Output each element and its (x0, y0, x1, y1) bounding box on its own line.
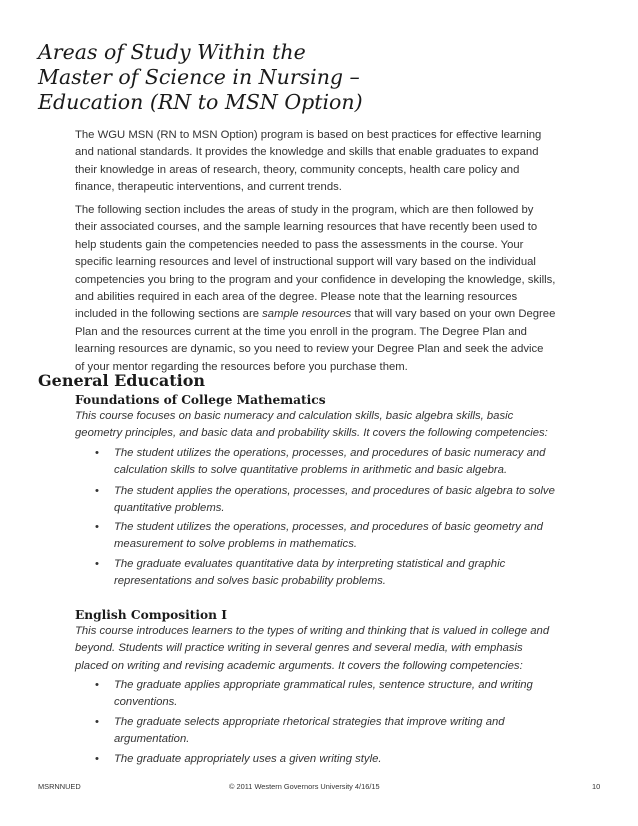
competency-line: The graduate appropriately uses a given writing style. (114, 753, 382, 765)
course-title: English Composition I (75, 608, 227, 622)
competency-line: The graduate selects appropriate rhetorical strategies that improve writing and (114, 716, 505, 728)
paragraph-line: finance, therapeutic interventions, and current trends. (75, 181, 342, 194)
paragraph-line: their knowledge in areas of research, theory, community concepts, health care policy and (75, 163, 520, 176)
paragraph-line: of your mentor regarding the resources before you purchase them. (75, 360, 408, 373)
paragraph-text: included in the following sections are (75, 308, 263, 321)
paragraph-line: competencies you bring to the program and your confidence in developing the knowledge, skills, (75, 273, 556, 286)
paragraph-text: that will vary based on your own Degree (351, 308, 556, 321)
competency-line: The graduate applies appropriate grammatical rules, sentence structure, and writing (114, 679, 533, 691)
competency-line: calculation skills to solve quantitative problems in arithmetic and basic algebra. (114, 464, 508, 477)
paragraph-line: and abilities required in each area of the degree. Please note that the learning resources (75, 291, 518, 304)
footer-page-number: 10 (592, 782, 601, 791)
competency-line: representations and solves basic probability problems. (114, 575, 386, 588)
description-line: geometry principles, and basic data and probability skills. It covers the following competencies: (75, 427, 548, 440)
paragraph-line: The following section includes the areas of study in the program, which are then followed by (75, 204, 534, 216)
competency-line: quantitative problems. (114, 502, 225, 515)
competency-line: measurement to solve problems in mathematics. (114, 538, 357, 551)
course-description (75, 408, 575, 443)
section-heading: General Education (38, 371, 205, 390)
title-line: Education (RN to MSN Option) (38, 90, 363, 114)
competency-line: The student utilizes the operations, processes, and procedures of basic geometry and (114, 521, 543, 533)
competency-line: conventions. (114, 696, 178, 709)
bullet-icon: • (95, 521, 99, 533)
paragraph-line: Plan and the resources current at the time you enroll in the program. The Degree Plan and (75, 325, 527, 338)
competency-line: The graduate evaluates quantitative data by interpreting statistical and graphic (114, 558, 506, 570)
intro-paragraph-2 (75, 202, 575, 376)
description-line: beyond. Students will practice writing in several genres and several media, with emphasis (75, 642, 523, 655)
intro-paragraph-1 (75, 127, 575, 197)
paragraph-line: The WGU MSN (RN to MSN Option) program is based on best practices for effective learning (75, 129, 542, 141)
footer-doc-code: MSRNNUED (38, 782, 81, 791)
course-description (75, 623, 575, 675)
paragraph-line: their associated courses, and the sample learning resources that have recently been used to (75, 221, 538, 234)
title-line: Master of Science in Nursing – (38, 65, 360, 89)
competency-line: The student utilizes the operations, processes, and procedures of basic numeracy and (114, 447, 546, 459)
bullet-icon: • (95, 558, 99, 570)
paragraph-line: specific learning resources and level of instructional support will vary based on the individual (75, 256, 536, 269)
paragraph-line: learning resources are dynamic, so you need to review your Degree Plan and seek the advice (75, 343, 544, 356)
description-line: placed on writing and revising academic arguments. It covers the following competencies: (75, 659, 523, 672)
description-line: This course introduces learners to the types of writing and thinking that is valued in college and (75, 625, 550, 637)
bullet-icon: • (95, 716, 99, 728)
competency-line: The student applies the operations, processes, and procedures of basic algebra to solve (114, 485, 555, 497)
paragraph-line: help students gain the competencies needed to pass the assessments in the course. Your (75, 238, 524, 251)
competency-line: argumentation. (114, 733, 190, 746)
bullet-icon: • (95, 447, 99, 459)
page-title (38, 40, 598, 115)
description-line: This course focuses on basic numeracy and calculation skills, basic algebra skills, basic (75, 410, 514, 422)
paragraph-line (75, 306, 575, 323)
bullet-icon: • (95, 679, 99, 691)
title-line: Areas of Study Within the (38, 40, 306, 64)
footer-copyright: © 2011 Western Governors University 4/16/15 (229, 782, 380, 791)
course-title: Foundations of College Mathematics (75, 393, 326, 407)
bullet-icon: • (95, 753, 99, 765)
bullet-icon: • (95, 485, 99, 497)
emphasis-sample-resources: sample resources (262, 308, 352, 321)
paragraph-line: and national standards. It provides the knowledge and skills that enable graduates to expand (75, 146, 539, 159)
